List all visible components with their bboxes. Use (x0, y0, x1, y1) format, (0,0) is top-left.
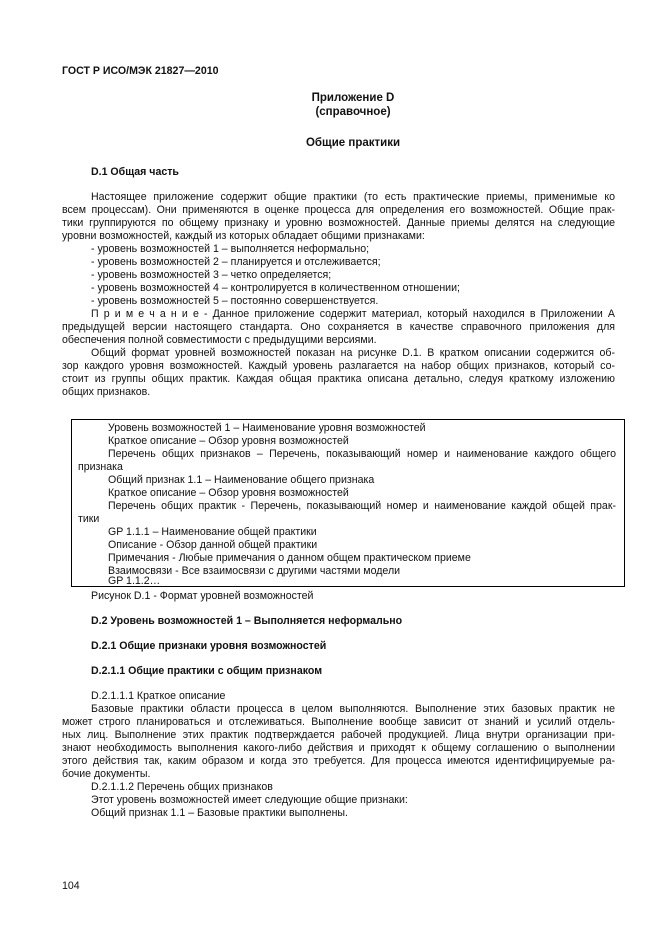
figure-line: Описание - Обзор данной общей практики (108, 539, 318, 551)
figure-line: Уровень возможностей 1 – Наименование уровня возможностей (108, 422, 426, 434)
text-line: всем процессам). Они применяются в оценке процесса для определения его возможностей. Общие прак- (62, 204, 615, 216)
section-d1-heading: D.1 Общая часть (91, 166, 179, 178)
text-line: знают необходимость выполнения какого-либо действия и приходят к общему соглашению о выполнении (62, 742, 615, 754)
section-d21-heading: D.2.1 Общие признаки уровня возможностей (91, 640, 327, 652)
figure-line: Примечания - Любые примечания о данном общем практическом приеме (108, 552, 471, 564)
text-line: зор каждого уровня возможностей. Каждый уровень разлагается на набор общих признаков, который со- (62, 360, 615, 372)
text-line: Настоящее приложение содержит общие практики (то есть практические приемы, применимые ко (91, 191, 615, 203)
text-line: П р и м е ч а н и е - Данное приложение содержит материал, который находился в Приложении А (91, 308, 615, 320)
list-item: - уровень возможностей 3 – четко определяется; (91, 269, 332, 281)
text-line: уровни возможностей, каждый из которых обладает общими признаками: (62, 230, 425, 242)
list-item: - уровень возможностей 5 – постоянно совершенствуется. (91, 295, 379, 307)
text-line: этого действия так, каким образом и когда это требуется. Для процесса имеются идентифицируемые ра- (62, 755, 615, 767)
figure-line: GP 1.1.1 – Наименование общей практики (108, 526, 317, 538)
appendix-heading: Общие практики (305, 137, 401, 149)
figure-line: Краткое описание – Обзор уровня возможностей (108, 435, 349, 447)
figure-caption: Рисунок D.1 - Формат уровней возможностей (91, 590, 314, 602)
figure-line: Перечень общих практик - Перечень, показывающий номер и наименование каждой общей прак- (108, 500, 616, 512)
list-item: - уровень возможностей 2 – планируется и отслеживается; (91, 256, 381, 268)
text-line: тики группируются по общему признаку и уровню возможностей. Данные приемы делятся на следующие (62, 217, 615, 229)
text-line: предыдущей версии настоящего стандарта. Оно сохраняется в качестве справочного приложения для (62, 321, 615, 333)
page-number: 104 (62, 880, 80, 892)
list-item: - уровень возможностей 1 – выполняется неформально; (91, 243, 370, 255)
section-d211-heading: D.2.1.1 Общие практики с общим признаком (91, 665, 323, 677)
section-d2112-heading: D.2.1.1.2 Перечень общих признаков (91, 781, 273, 793)
figure-line: GP 1.1.2… (108, 575, 161, 587)
text-line: может строго планироваться и отслеживаться. Выполнение вообще зависит от знаний и усилий отдель- (62, 716, 615, 728)
text-line: обеспечения полной совместимости с предыдущими версиями. (62, 334, 377, 346)
text-line: Этот уровень возможностей имеет следующие общие признаки: (91, 794, 408, 806)
text-line: Общий признак 1.1 – Базовые практики выполнены. (91, 807, 348, 819)
figure-line: Взаимосвязи - Все взаимосвязи с другими частями модели (108, 565, 401, 577)
text-line: бочие документы. (62, 768, 151, 780)
figure-line: Краткое описание – Обзор уровня возможностей (108, 487, 349, 499)
appendix-subtitle: (справочное) (315, 106, 391, 118)
figure-line: Перечень общих признаков – Перечень, показывающий номер и наименование каждого общего (108, 448, 616, 460)
text-line: Общий формат уровней возможностей показан на рисунке D.1. В кратком описании содержится об- (91, 347, 615, 359)
text-line: Базовые практики области процесса в целом выполняются. Выполнение этих базовых практик не (91, 703, 615, 715)
figure-line: признака (78, 461, 123, 473)
section-d2111-heading: D.2.1.1.1 Краткое описание (91, 690, 226, 702)
document-id: ГОСТ Р ИСО/МЭК 21827—2010 (62, 65, 219, 77)
figure-line: тики (78, 513, 100, 525)
figure-line: Общий признак 1.1 – Наименование общего признака (108, 474, 375, 486)
text-line: ных лиц. Выполнение этих практик подтверждается рабочей продукцией. Лица внутри организации при- (62, 729, 615, 741)
list-item: - уровень возможностей 4 – контролируется в количественном отношении; (91, 282, 460, 294)
text-line: стоит из группы общих практик. Каждая общая практика описана детально, следуя краткому изложению (62, 373, 615, 385)
section-d2-heading: D.2 Уровень возможностей 1 – Выполняется неформально (91, 615, 403, 627)
text-line: общих признаков. (62, 386, 151, 398)
appendix-title: Приложение D (311, 92, 395, 104)
